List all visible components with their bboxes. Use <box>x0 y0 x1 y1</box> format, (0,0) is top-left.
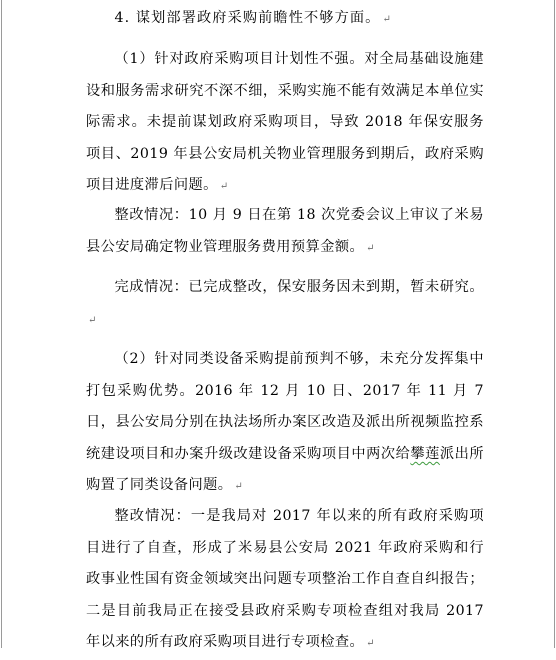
paragraph-rectification-1 <box>86 200 484 264</box>
paragraph-mark-icon: ↵ <box>382 14 391 25</box>
paragraph-rectification-1-text: 整改情况：10 月 9 日在第 18 次党委会议上审议了米易县公安局确定物业管理服务费用预算金额。 <box>86 207 484 255</box>
spellcheck-flagged-word[interactable]: 攀莲 <box>410 445 440 462</box>
paragraph-mark-icon: ↵ <box>366 638 375 650</box>
paragraph-mark-icon: ↵ <box>366 242 375 254</box>
paragraph-rectification-2 <box>86 501 484 660</box>
paragraph-mark-icon: ↵ <box>234 481 243 493</box>
paragraph-issue-1-text: （1）针对政府采购项目计划性不强。对全局基础设施建设和服务需求研究不深不细，采购实施不能有效满足本单位实际需求。未提前谋划政府采购项目，导致 2018 年保安服务项目、2019 年县公安局机关物业管理服务到期后，政府采购项目进度滞后问题。 <box>86 51 484 194</box>
paragraph-issue-2-text-after: 派出所购置了同类设备问题。 <box>86 445 485 494</box>
section-heading-text: 4. 谋划部署政府采购前瞻性不够方面。 <box>114 10 381 26</box>
paragraph-completion-1-text: 完成情况：已完成整改，保安服务因未到期，暂未研究。 <box>114 279 484 295</box>
paragraph-completion-1 <box>86 272 484 336</box>
paragraph-issue-1 <box>86 44 484 203</box>
paragraph-issue-2-text-before: （2）针对同类设备采购提前预判不够，未充分发挥集中打包采购优势。2016 年 12 月 10 日、2017 年 11 月 7 日，县公安局分别在执法场所办案区改造及派出所视频监控系统建设项目和办案升级改建设备采购项目中两次给 <box>86 351 484 462</box>
paragraph-rectification-2-text: 整改情况：一是我局对 2017 年以来的所有政府采购项目进行了自查，形成了米易县公安局 2021 年政府采购和行政事业性国有资金领域突出问题专项整治工作自查自纠报告；二是目前我局正在接受县政府采购专项检查组对我局 2017 年以来的所有政府采购项目进行专项检查。 <box>86 508 484 651</box>
paragraph-mark-icon: ↵ <box>88 314 97 326</box>
paragraph-issue-2 <box>86 344 484 503</box>
paragraph-mark-icon: ↵ <box>219 181 229 193</box>
section-heading <box>86 3 484 36</box>
